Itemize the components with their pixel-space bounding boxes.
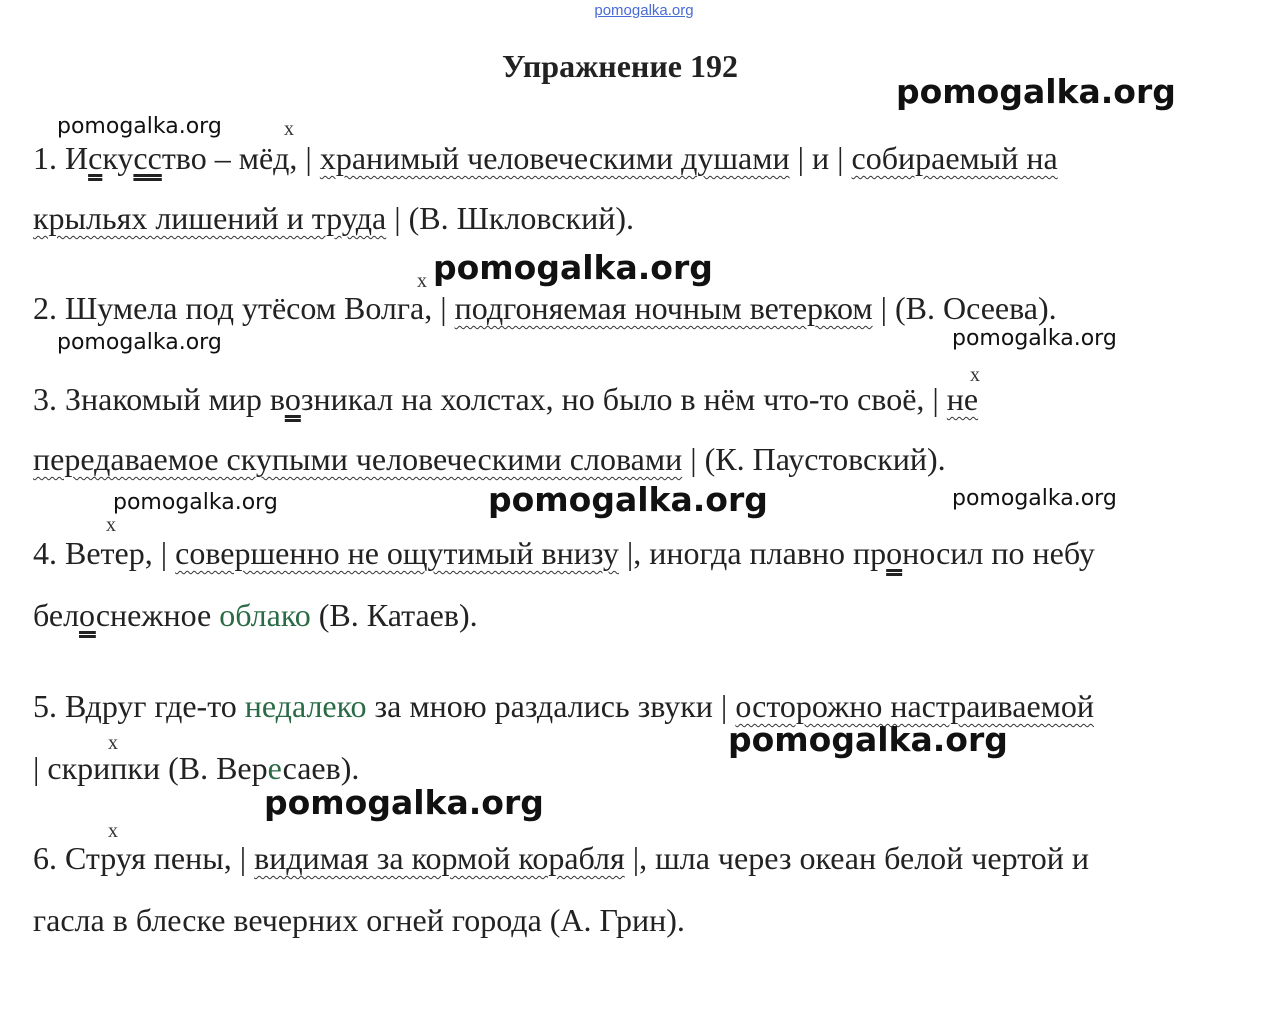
text: бел bbox=[33, 597, 80, 633]
participial-phrase: собираемый на bbox=[851, 140, 1058, 176]
text: тво – мёд, | bbox=[161, 140, 320, 176]
participial-phrase: подгоняемая ночным ветерком bbox=[454, 290, 873, 326]
text: | (К. Паустовский). bbox=[682, 441, 946, 477]
text: зникал на холстах, но было в нём что-то своё, | bbox=[300, 381, 947, 417]
sentence-5-line-2 bbox=[33, 750, 359, 787]
participial-phrase: передаваемое скупыми человеческими словами bbox=[33, 441, 683, 477]
participial-phrase: видимая за кормой корабля bbox=[254, 840, 625, 876]
text: 3. Знакомый мир в bbox=[33, 381, 285, 417]
text: | и | bbox=[789, 140, 852, 176]
text: | (В. Шкловский). bbox=[386, 200, 634, 236]
watermark: pomogalka.org bbox=[433, 248, 713, 287]
highlighted-word: облако bbox=[219, 597, 311, 633]
text: саев). bbox=[282, 750, 360, 786]
watermark: pomogalka.org bbox=[57, 114, 222, 139]
text: |, шла через океан белой чертой и bbox=[624, 840, 1089, 876]
sentence-1-line-1 bbox=[33, 140, 1058, 177]
text: ку bbox=[102, 140, 134, 176]
text: 4. Ветер, | bbox=[33, 535, 176, 571]
sentence-4-line-1 bbox=[33, 535, 1095, 572]
marked-letter: о bbox=[79, 597, 96, 633]
text: (В. Катаев). bbox=[310, 597, 478, 633]
participial-phrase: осторожно настраиваемой bbox=[735, 688, 1095, 724]
top-site-link[interactable]: pomogalka.org bbox=[594, 2, 694, 19]
participial-phrase: совершенно не ощутимый внизу bbox=[175, 535, 619, 571]
text: гасла в блеске вечерних огней города (А. Грин). bbox=[33, 902, 685, 938]
watermark: pomogalka.org bbox=[264, 783, 544, 822]
text: снежное bbox=[95, 597, 220, 633]
sentence-3-line-2 bbox=[33, 441, 946, 478]
text: 2. Шумела под утёсом Волга, | bbox=[33, 290, 455, 326]
sentence-4-line-2 bbox=[33, 597, 478, 634]
text: 5. Вдруг где-то bbox=[33, 688, 245, 724]
text: | (В. Осеева). bbox=[872, 290, 1057, 326]
participial-phrase: хранимый человеческими душами bbox=[319, 140, 790, 176]
watermark: pomogalka.org bbox=[113, 490, 278, 515]
x-mark: x bbox=[970, 364, 980, 386]
watermark: pomogalka.org bbox=[952, 486, 1117, 511]
x-mark: x bbox=[108, 732, 118, 754]
watermark: pomogalka.org bbox=[896, 72, 1176, 111]
text: |, иногда плавно пр bbox=[618, 535, 887, 571]
sentence-6-line-1 bbox=[33, 840, 1089, 877]
text: | скрипки (В. Вер bbox=[33, 750, 268, 786]
text: носил по небу bbox=[902, 535, 1095, 571]
watermark: pomogalka.org bbox=[952, 326, 1117, 351]
sentence-3-line-1 bbox=[33, 381, 978, 418]
x-mark: x bbox=[106, 514, 116, 536]
sentence-6-line-2 bbox=[33, 902, 685, 939]
sentence-2-line-1 bbox=[33, 290, 1057, 327]
sentence-5-line-1 bbox=[33, 688, 1094, 725]
highlighted-word: недалеко bbox=[244, 688, 367, 724]
page-title: Упражнение 192 bbox=[501, 48, 738, 84]
participial-phrase: не bbox=[946, 381, 979, 417]
watermark: pomogalka.org bbox=[728, 720, 1008, 759]
marked-letter: о bbox=[284, 381, 301, 417]
watermark: pomogalka.org bbox=[488, 480, 768, 519]
sentence-1-line-2 bbox=[33, 200, 634, 237]
watermark: pomogalka.org bbox=[57, 330, 222, 355]
marked-letter: о bbox=[886, 535, 903, 571]
participial-phrase: крыльях лишений и труда bbox=[33, 200, 387, 236]
text: 1. И bbox=[33, 140, 89, 176]
text: 6. Струя пены, | bbox=[33, 840, 255, 876]
x-mark: x bbox=[284, 118, 294, 140]
highlighted-letter: е bbox=[267, 750, 283, 786]
marked-letter: с bbox=[88, 140, 103, 176]
x-mark: x bbox=[108, 820, 118, 842]
marked-letters: сс bbox=[133, 140, 162, 176]
x-mark: x bbox=[417, 270, 427, 292]
text: за мною раздались звуки | bbox=[366, 688, 736, 724]
